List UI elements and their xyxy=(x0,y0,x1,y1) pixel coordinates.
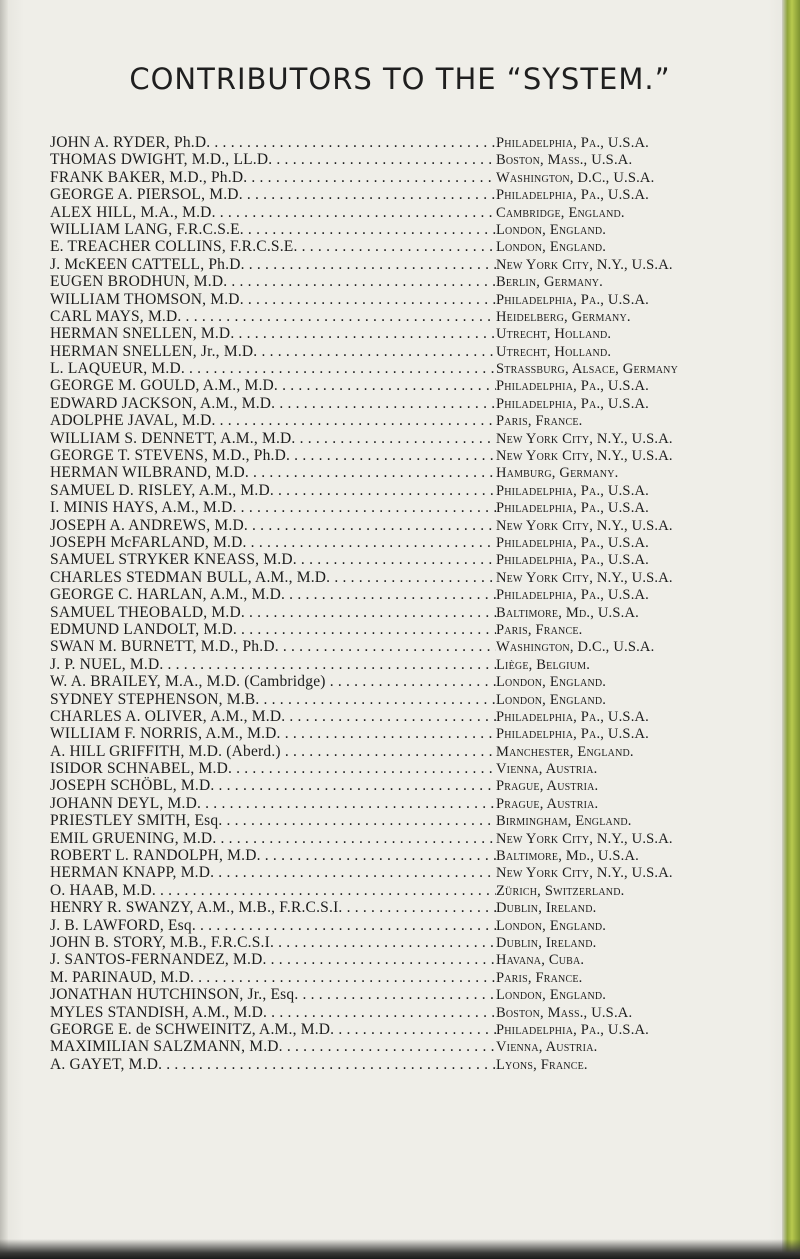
contributor-row xyxy=(50,1004,750,1021)
contributor-name: SAMUEL STRYKER KNEASS, M.D. . . . xyxy=(50,551,496,568)
contributor-location: New York City, N.Y., U.S.A. xyxy=(496,430,673,447)
contributor-location: Zürich, Switzerland. xyxy=(496,882,625,899)
contributor-row xyxy=(50,1038,750,1055)
contributor-row xyxy=(50,725,750,742)
contributor-row xyxy=(50,1021,750,1038)
contributor-name: MAXIMILIAN SALZMANN, M.D. . . . xyxy=(50,1038,496,1055)
contributor-location: Philadelphia, Pa., U.S.A. xyxy=(496,1021,650,1038)
contributor-location: Baltimore, Md., U.S.A. xyxy=(496,848,639,865)
contributor-location: Philadelphia, Pa., U.S.A. xyxy=(496,135,650,151)
contributor-name: J. B. LAWFORD, Esq. . . . xyxy=(50,917,496,934)
contributor-location: Dublin, Ireland. xyxy=(496,900,597,917)
contributor-name: JOHN A. RYDER, Ph.D. . . . xyxy=(50,134,496,151)
contributor-name: WILLIAM THOMSON, M.D. . . . xyxy=(50,291,496,308)
contributor-row xyxy=(50,151,750,168)
contributor-location: Vienna, Austria. xyxy=(496,761,598,778)
contributor-row xyxy=(50,499,750,516)
contributor-location: New York City, N.Y., U.S.A. xyxy=(496,517,673,534)
contributor-row xyxy=(50,812,750,829)
contributor-name: GEORGE E. de SCHWEINITZ, A.M., M.D. . . . xyxy=(50,1021,496,1038)
contributor-location: Philadelphia, Pa., U.S.A. xyxy=(496,587,650,604)
contributor-location: Philadelphia, Pa., U.S.A. xyxy=(496,726,650,743)
contributor-row xyxy=(50,673,750,690)
contributor-name: ADOLPHE JAVAL, M.D. . . . xyxy=(50,412,496,429)
contributor-row xyxy=(50,447,750,464)
contributor-name: JOHN B. STORY, M.B., F.R.C.S.I. . . . xyxy=(50,934,496,951)
contributor-row xyxy=(50,377,750,394)
contributor-location: Philadelphia, Pa., U.S.A. xyxy=(496,708,650,725)
contributor-location: Philadelphia, Pa., U.S.A. xyxy=(496,552,650,569)
contributor-name: WILLIAM S. DENNETT, A.M., M.D. . . . xyxy=(50,430,496,447)
contributor-row xyxy=(50,569,750,586)
contributor-name: M. PARINAUD, M.D. . . . xyxy=(50,969,496,986)
contributor-row xyxy=(50,343,750,360)
contributor-location: Liège, Belgium. xyxy=(496,656,591,673)
contributor-name: FRANK BAKER, M.D., Ph.D. . . . xyxy=(50,169,496,186)
contributor-row xyxy=(50,830,750,847)
contributor-name: HERMAN WILBRAND, M.D. . . . xyxy=(50,464,496,481)
contributor-name: GEORGE C. HARLAN, A.M., M.D. . . . xyxy=(50,586,496,603)
contributor-row xyxy=(50,795,750,812)
contributor-name: GEORGE M. GOULD, A.M., M.D. . . . xyxy=(50,377,496,394)
contributor-location: Philadelphia, Pa., U.S.A. xyxy=(496,187,650,204)
contributor-name: CHARLES STEDMAN BULL, A.M., M.D. . . . xyxy=(50,569,496,586)
contributor-location: New York City, N.Y., U.S.A. xyxy=(496,865,673,882)
contributor-row xyxy=(50,325,750,342)
contributor-row xyxy=(50,934,750,951)
contributor-name: J. McKEEN CATTELL, Ph.D. . . . xyxy=(50,256,496,273)
contributor-name: WILLIAM LANG, F.R.C.S.E. . . . xyxy=(50,221,496,238)
contributor-location: Hamburg, Germany. xyxy=(496,465,619,482)
contributor-row xyxy=(50,551,750,568)
contributor-location: Philadelphia, Pa., U.S.A. xyxy=(496,378,650,395)
contributor-location: London, England. xyxy=(496,674,607,691)
contributor-name: GEORGE A. PIERSOL, M.D. . . . xyxy=(50,186,496,203)
contributor-row xyxy=(50,951,750,968)
contributor-location: London, England. xyxy=(496,987,607,1004)
book-binding-edge xyxy=(782,0,800,1259)
contributor-name: EDWARD JACKSON, A.M., M.D. . . . xyxy=(50,395,496,412)
contributor-row xyxy=(50,847,750,864)
contributor-name: JOSEPH McFARLAND, M.D. . . . xyxy=(50,534,496,551)
contributor-location: London, England. xyxy=(496,239,607,256)
contributor-location: New York City, N.Y., U.S.A. xyxy=(496,830,673,847)
contributor-row xyxy=(50,534,750,551)
contributor-location: London, England. xyxy=(496,917,607,934)
contributor-row xyxy=(50,169,750,186)
contributor-row xyxy=(50,1056,750,1073)
contributor-name: W. A. BRAILEY, M.A., M.D. (Cambridge) . . . xyxy=(50,673,496,690)
contributor-row xyxy=(50,134,750,151)
contributor-name: J. P. NUEL, M.D. . . . xyxy=(50,656,496,673)
contributor-row xyxy=(50,517,750,534)
contributor-name: GEORGE T. STEVENS, M.D., Ph.D. . . . xyxy=(50,447,496,464)
contributor-row xyxy=(50,621,750,638)
contributor-row xyxy=(50,273,750,290)
contributor-name: CHARLES A. OLIVER, A.M., M.D. . . . xyxy=(50,708,496,725)
contributor-location: Philadelphia, Pa., U.S.A. xyxy=(496,291,650,308)
contributor-row xyxy=(50,221,750,238)
contributor-row xyxy=(50,291,750,308)
contributor-location: Boston, Mass., U.S.A. xyxy=(496,152,633,169)
contributor-row xyxy=(50,969,750,986)
contributor-location: Philadelphia, Pa., U.S.A. xyxy=(496,534,650,551)
contributor-location: Paris, France. xyxy=(496,413,583,430)
contributor-name: THOMAS DWIGHT, M.D., LL.D. . . . xyxy=(50,151,496,168)
contributor-location: Cambridge, England. xyxy=(496,204,625,221)
contributor-name: CARL MAYS, M.D. . . . xyxy=(50,308,496,325)
contributor-row xyxy=(50,899,750,916)
contributor-location: Utrecht, Holland. xyxy=(496,343,612,360)
contributor-name: L. LAQUEUR, M.D. . . . xyxy=(50,360,496,377)
contributor-row xyxy=(50,256,750,273)
contributor-location: Boston, Mass., U.S.A. xyxy=(496,1004,633,1021)
contributor-name: EDMUND LANDOLT, M.D. . . . xyxy=(50,621,496,638)
contributor-location: Philadelphia, Pa., U.S.A. xyxy=(496,500,650,517)
contributor-location: Vienna, Austria. xyxy=(496,1039,598,1056)
contributor-location: Prague, Austria. xyxy=(496,795,599,812)
contributor-location: Heidelberg, Germany. xyxy=(496,308,631,325)
contributor-row xyxy=(50,986,750,1003)
contributor-name: HERMAN SNELLEN, M.D. . . . xyxy=(50,325,496,342)
page-left-edge xyxy=(0,0,8,1259)
contributor-row xyxy=(50,360,750,377)
contributor-location: Havana, Cuba. xyxy=(496,952,585,969)
contributor-name: A. HILL GRIFFITH, M.D. (Aberd.) . . . xyxy=(50,743,496,760)
contributor-name: SYDNEY STEPHENSON, M.B. . . . xyxy=(50,691,496,708)
contributor-row xyxy=(50,604,750,621)
contributor-row xyxy=(50,482,750,499)
contributor-location: Prague, Austria. xyxy=(496,778,599,795)
contributor-row xyxy=(50,308,750,325)
contributor-row xyxy=(50,430,750,447)
contributor-location: Paris, France. xyxy=(496,969,583,986)
contributor-location: Utrecht, Holland. xyxy=(496,326,612,343)
contributor-location: Lyons, France. xyxy=(496,1056,588,1073)
contributor-name: ROBERT L. RANDOLPH, M.D. . . . xyxy=(50,847,496,864)
contributor-location: Paris, France. xyxy=(496,621,583,638)
contributor-location: Berlin, Germany. xyxy=(496,274,603,291)
contributor-location: Dublin, Ireland. xyxy=(496,934,597,951)
contributor-location: New York City, N.Y., U.S.A. xyxy=(496,569,673,586)
contributor-row xyxy=(50,777,750,794)
contributor-name: O. HAAB, M.D. . . . xyxy=(50,882,496,899)
contributor-row xyxy=(50,238,750,255)
contributor-location: New York City, N.Y., U.S.A. xyxy=(496,256,673,273)
contributor-name: J. SANTOS-FERNANDEZ, M.D. . . . xyxy=(50,951,496,968)
contributor-location: Manchester, England. xyxy=(496,743,634,760)
contributor-name: JOSEPH A. ANDREWS, M.D. . . . xyxy=(50,517,496,534)
contributor-name: JOHANN DEYL, M.D. . . . xyxy=(50,795,496,812)
contributor-name: HERMAN KNAPP, M.D. . . . xyxy=(50,864,496,881)
contributor-location: Washington, D.C., U.S.A. xyxy=(496,169,655,186)
contributor-row xyxy=(50,691,750,708)
contributor-name: MYLES STANDISH, A.M., M.D. . . . xyxy=(50,1004,496,1021)
contributor-name: HENRY R. SWANZY, A.M., M.B., F.R.C.S.I. . . . xyxy=(50,899,496,916)
contributor-location: London, England. xyxy=(496,221,607,238)
contributor-row xyxy=(50,412,750,429)
contributor-row xyxy=(50,864,750,881)
contributor-row xyxy=(50,638,750,655)
contributor-row xyxy=(50,586,750,603)
page-title: CONTRIBUTORS TO THE “SYSTEM.” xyxy=(129,62,671,96)
contributors-list xyxy=(50,134,750,1073)
contributor-location: New York City, N.Y., U.S.A. xyxy=(496,448,673,465)
contributor-name: E. TREACHER COLLINS, F.R.C.S.E. . . . xyxy=(50,238,496,255)
contributor-location: Philadelphia, Pa., U.S.A. xyxy=(496,482,650,499)
contributor-name: WILLIAM F. NORRIS, A.M., M.D. . . . xyxy=(50,725,496,742)
contributor-name: SWAN M. BURNETT, M.D., Ph.D. . . . xyxy=(50,638,496,655)
contributor-row xyxy=(50,760,750,777)
contributor-row xyxy=(50,204,750,221)
contributor-location: Washington, D.C., U.S.A. xyxy=(496,639,655,656)
contributor-row xyxy=(50,882,750,899)
contributor-name: PRIESTLEY SMITH, Esq. . . . xyxy=(50,812,496,829)
contributor-name: ALEX HILL, M.A., M.D. . . . xyxy=(50,204,496,221)
contributor-name: EMIL GRUENING, M.D. . . . xyxy=(50,830,496,847)
contributor-row xyxy=(50,917,750,934)
contributor-location: Philadelphia, Pa., U.S.A. xyxy=(496,395,650,412)
contributor-row xyxy=(50,395,750,412)
contributor-row xyxy=(50,743,750,760)
contributor-name: I. MINIS HAYS, A.M., M.D. . . . xyxy=(50,499,496,516)
contributor-location: London, England. xyxy=(496,691,607,708)
contributor-name: HERMAN SNELLEN, Jr., M.D. . . . xyxy=(50,343,496,360)
contributor-name: EUGEN BRODHUN, M.D. . . . xyxy=(50,273,496,290)
page-bottom-shadow xyxy=(0,1239,800,1259)
contributor-location: Birmingham, England. xyxy=(496,813,632,830)
contributor-location: Strassburg, Alsace, Germany xyxy=(496,361,679,378)
contributor-name: JONATHAN HUTCHINSON, Jr., Esq. . . . xyxy=(50,986,496,1003)
contributor-row xyxy=(50,186,750,203)
contributor-name: JOSEPH SCHÖBL, M.D. . . . xyxy=(50,777,496,794)
contributor-row xyxy=(50,708,750,725)
contributor-name: SAMUEL D. RISLEY, A.M., M.D. . . . xyxy=(50,482,496,499)
contributor-row xyxy=(50,464,750,481)
contributor-name: SAMUEL THEOBALD, M.D. . . . xyxy=(50,604,496,621)
contributor-name: ISIDOR SCHNABEL, M.D. . . . xyxy=(50,760,496,777)
contributor-name: A. GAYET, M.D. . . . xyxy=(50,1056,496,1073)
contributor-row xyxy=(50,656,750,673)
contributor-location: Baltimore, Md., U.S.A. xyxy=(496,604,639,621)
